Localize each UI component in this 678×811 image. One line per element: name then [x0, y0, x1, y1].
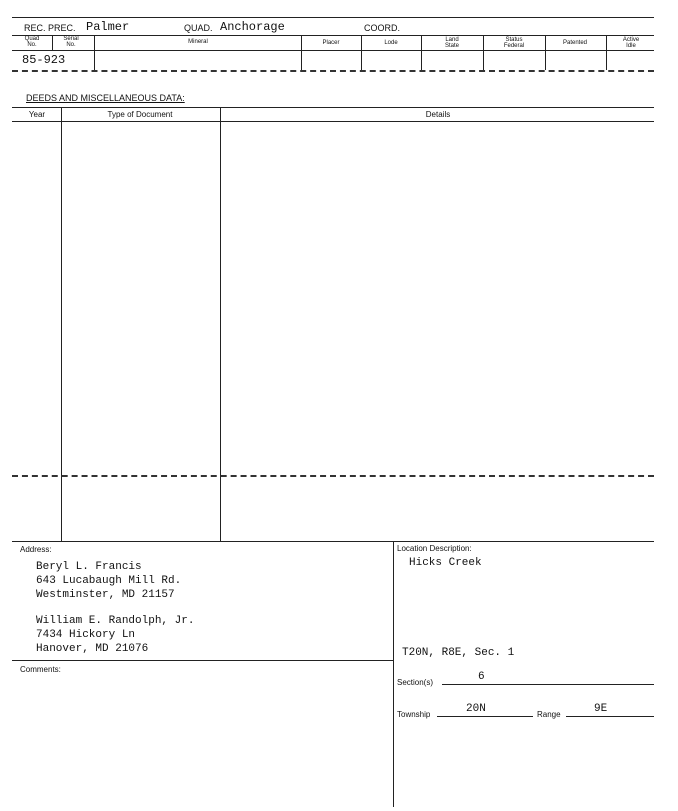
col-details-header: Details: [425, 110, 451, 119]
range-label: Range: [537, 710, 561, 719]
coord-label: COORD.: [364, 23, 400, 33]
address-top-border: [12, 541, 654, 542]
serial-no-header-line2: No.: [66, 42, 76, 48]
owner2-city: Hanover, MD 21076: [36, 643, 149, 655]
rec-prec-value: Palmer: [86, 20, 130, 34]
col-year-header: Year: [28, 110, 46, 119]
deeds-section-title: DEEDS AND MISCELLANEOUS DATA:: [26, 93, 185, 103]
col-type-header: Type of Document: [107, 110, 173, 119]
column-header-divider: [12, 50, 654, 51]
active-idle-header-line1: Active: [622, 37, 640, 43]
quad-label: QUAD.: [184, 23, 213, 33]
land-state-header-line2: State: [444, 43, 459, 49]
col-sep-mineral: [301, 35, 302, 70]
plss-description: T20N, R8E, Sec. 1: [402, 647, 515, 659]
location-label: Location Description:: [397, 544, 472, 553]
land-state-header: [422, 37, 482, 49]
quad-no-header-line1: Quad: [24, 36, 40, 42]
active-idle-header-line2: Idle: [626, 43, 636, 49]
owner1-street: 643 Lucabaugh Mill Rd.: [36, 575, 182, 587]
header-divider: [12, 35, 654, 36]
top-border: [12, 17, 654, 18]
serial-no-header-line1: Serial: [63, 36, 79, 42]
col-sep-placer: [361, 35, 362, 70]
placer-header: Placer: [322, 40, 340, 46]
record-row-dashed-line: [12, 70, 654, 72]
township-label: Township: [397, 710, 431, 719]
status-federal-header: [484, 37, 544, 49]
status-federal-header-line2: Federal: [503, 43, 525, 49]
col-sep-land-state: [483, 35, 484, 70]
land-state-header-line1: Land: [445, 37, 459, 43]
deeds-top-border: [12, 107, 654, 108]
township-underline: [437, 716, 533, 717]
status-federal-header-line1: Status: [505, 37, 523, 43]
col-sep-serial: [94, 35, 95, 70]
record-number: 85-923: [22, 53, 66, 67]
serial-no-header: [56, 36, 86, 48]
active-idle-header: [608, 37, 654, 49]
section-label: Section(s): [397, 678, 434, 687]
col-sep-quad: [52, 35, 53, 50]
comments-label: Comments:: [20, 665, 61, 674]
owner1-name: Beryl L. Francis: [36, 561, 142, 573]
owner2-name: William E. Randolph, Jr.: [36, 615, 195, 627]
address-location-divider: [393, 541, 394, 807]
range-value: 9E: [594, 703, 608, 715]
owner1-city: Westminster, MD 21157: [36, 589, 175, 601]
quad-value: Anchorage: [220, 20, 285, 34]
range-underline: [566, 716, 654, 717]
address-label: Address:: [20, 545, 52, 554]
comments-top-border: [12, 660, 393, 661]
mineral-header: Mineral: [188, 39, 208, 45]
patented-header: Patented: [562, 40, 588, 46]
rec-prec-label: REC. PREC.: [24, 23, 76, 33]
quad-no-header: [18, 36, 46, 48]
location-value: Hicks Creek: [409, 557, 482, 569]
section-value: 6: [478, 671, 485, 683]
section-underline: [442, 684, 654, 685]
deeds-header-divider: [12, 121, 654, 122]
owner2-street: 7434 Hickory Ln: [36, 629, 136, 641]
col-sep-patented: [606, 35, 607, 70]
lode-header: Lode: [384, 40, 398, 46]
col-sep-status: [545, 35, 546, 70]
deeds-dashed-line: [12, 475, 654, 477]
quad-no-header-line2: No.: [27, 42, 37, 48]
township-value: 20N: [466, 703, 486, 715]
col-sep-lode: [421, 35, 422, 70]
